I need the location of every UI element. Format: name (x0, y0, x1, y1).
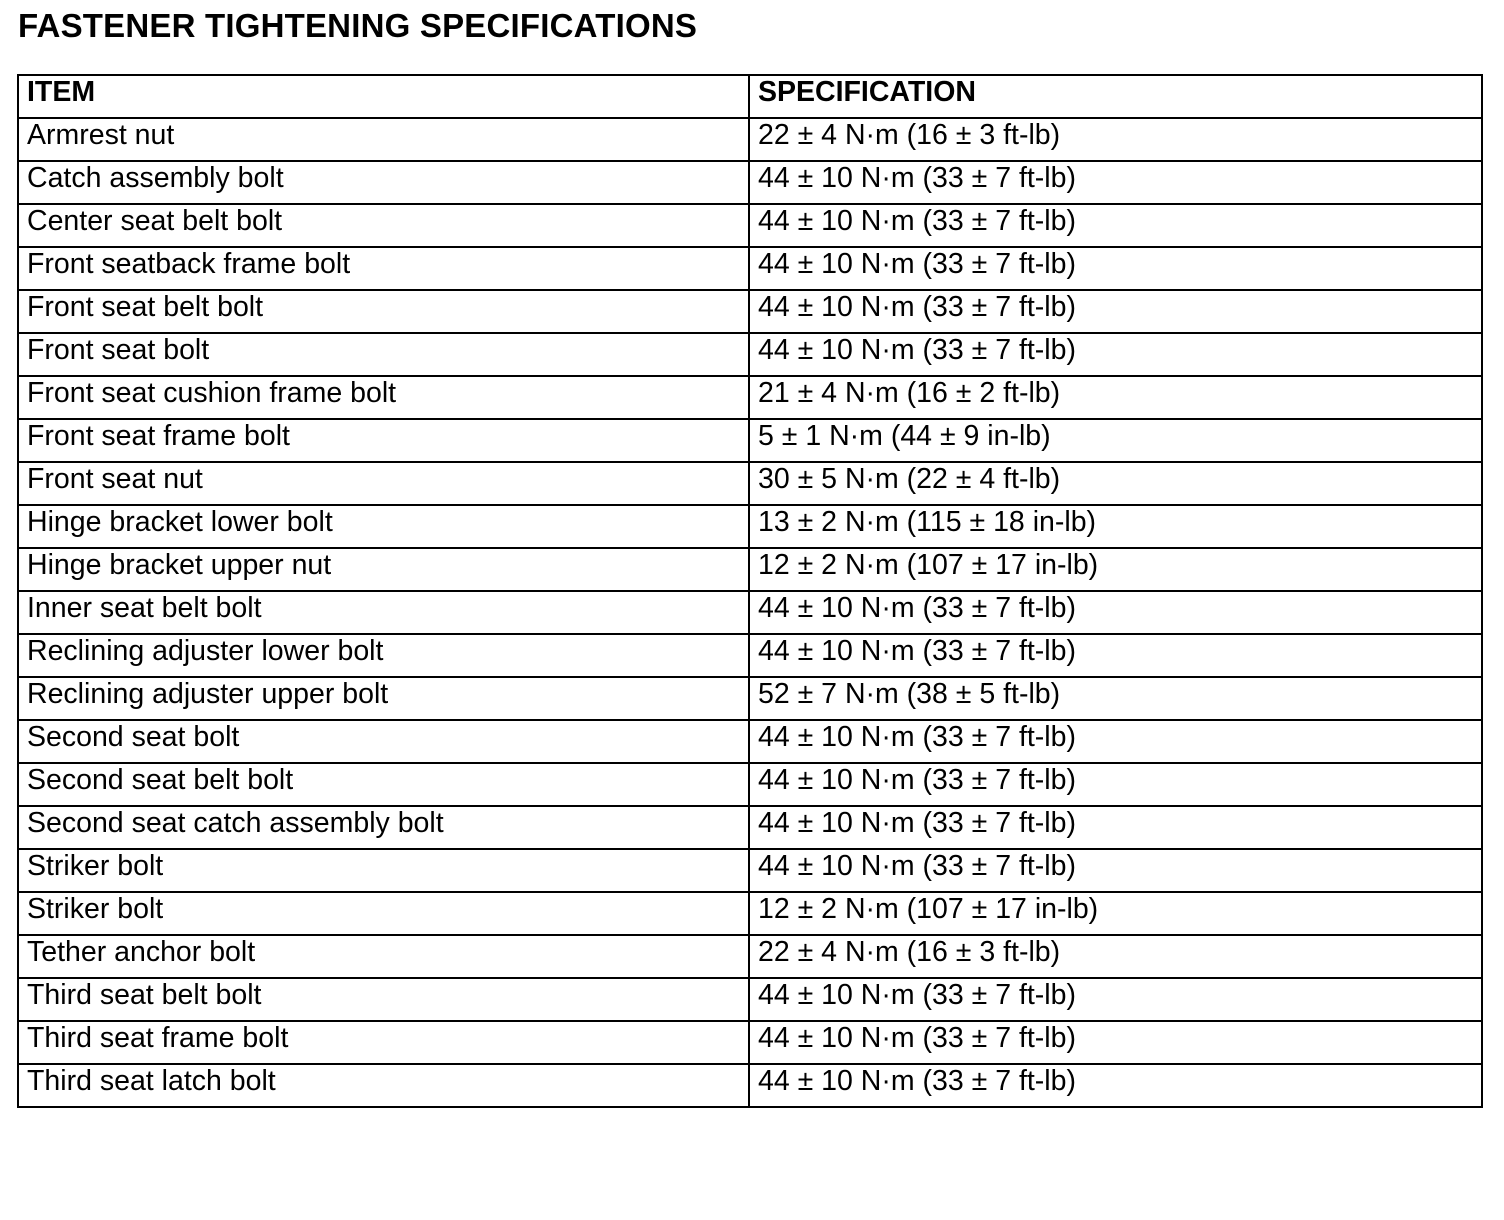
table-row (18, 247, 1482, 290)
table-row (18, 1021, 1482, 1064)
fastener-spec-table (17, 74, 1483, 1108)
item-cell: Second seat belt bolt (18, 763, 749, 806)
item-cell: Front seat frame bolt (18, 419, 749, 462)
table-row (18, 634, 1482, 677)
table-row (18, 462, 1482, 505)
table-row (18, 419, 1482, 462)
specification-cell: 22 ± 4 N·m (16 ± 3 ft-lb) (749, 935, 1482, 978)
table-row (18, 763, 1482, 806)
specification-cell: 44 ± 10 N·m (33 ± 7 ft-lb) (749, 290, 1482, 333)
item-cell: Hinge bracket lower bolt (18, 505, 749, 548)
table-row (18, 806, 1482, 849)
specification-cell: 44 ± 10 N·m (33 ± 7 ft-lb) (749, 849, 1482, 892)
specification-cell: 44 ± 10 N·m (33 ± 7 ft-lb) (749, 161, 1482, 204)
item-cell: Striker bolt (18, 849, 749, 892)
column-header-item: ITEM (18, 75, 749, 118)
specification-cell: 44 ± 10 N·m (33 ± 7 ft-lb) (749, 1064, 1482, 1107)
table-row (18, 376, 1482, 419)
specification-cell: 44 ± 10 N·m (33 ± 7 ft-lb) (749, 978, 1482, 1021)
specification-cell: 22 ± 4 N·m (16 ± 3 ft-lb) (749, 118, 1482, 161)
table-row (18, 892, 1482, 935)
specification-cell: 44 ± 10 N·m (33 ± 7 ft-lb) (749, 204, 1482, 247)
specification-cell: 44 ± 10 N·m (33 ± 7 ft-lb) (749, 763, 1482, 806)
table-row (18, 161, 1482, 204)
specification-cell: 52 ± 7 N·m (38 ± 5 ft-lb) (749, 677, 1482, 720)
table-row (18, 204, 1482, 247)
specification-cell: 44 ± 10 N·m (33 ± 7 ft-lb) (749, 247, 1482, 290)
table-row (18, 591, 1482, 634)
item-cell: Front seatback frame bolt (18, 247, 749, 290)
item-cell: Front seat belt bolt (18, 290, 749, 333)
item-cell: Center seat belt bolt (18, 204, 749, 247)
table-row (18, 1064, 1482, 1107)
item-cell: Hinge bracket upper nut (18, 548, 749, 591)
item-cell: Reclining adjuster upper bolt (18, 677, 749, 720)
specification-cell: 44 ± 10 N·m (33 ± 7 ft-lb) (749, 806, 1482, 849)
specification-cell: 44 ± 10 N·m (33 ± 7 ft-lb) (749, 591, 1482, 634)
specification-cell: 44 ± 10 N·m (33 ± 7 ft-lb) (749, 634, 1482, 677)
table-row (18, 333, 1482, 376)
item-cell: Armrest nut (18, 118, 749, 161)
item-cell: Inner seat belt bolt (18, 591, 749, 634)
table-row (18, 548, 1482, 591)
specification-cell: 12 ± 2 N·m (107 ± 17 in-lb) (749, 548, 1482, 591)
table-row (18, 720, 1482, 763)
table-row (18, 978, 1482, 1021)
table-row (18, 290, 1482, 333)
column-header-specification: SPECIFICATION (749, 75, 1482, 118)
item-cell: Front seat nut (18, 462, 749, 505)
specification-cell: 44 ± 10 N·m (33 ± 7 ft-lb) (749, 720, 1482, 763)
item-cell: Front seat cushion frame bolt (18, 376, 749, 419)
table-row (18, 505, 1482, 548)
specification-cell: 13 ± 2 N·m (115 ± 18 in-lb) (749, 505, 1482, 548)
specification-cell: 30 ± 5 N·m (22 ± 4 ft-lb) (749, 462, 1482, 505)
item-cell: Catch assembly bolt (18, 161, 749, 204)
item-cell: Third seat frame bolt (18, 1021, 749, 1064)
table-row (18, 677, 1482, 720)
specification-cell: 44 ± 10 N·m (33 ± 7 ft-lb) (749, 1021, 1482, 1064)
item-cell: Reclining adjuster lower bolt (18, 634, 749, 677)
specification-cell: 44 ± 10 N·m (33 ± 7 ft-lb) (749, 333, 1482, 376)
page-title: FASTENER TIGHTENING SPECIFICATIONS (18, 7, 698, 44)
table-row (18, 849, 1482, 892)
item-cell: Striker bolt (18, 892, 749, 935)
table-body (18, 118, 1482, 1107)
table-row (18, 118, 1482, 161)
specification-cell: 5 ± 1 N·m (44 ± 9 in-lb) (749, 419, 1482, 462)
table-header-row (18, 75, 1482, 118)
item-cell: Tether anchor bolt (18, 935, 749, 978)
item-cell: Front seat bolt (18, 333, 749, 376)
item-cell: Third seat latch bolt (18, 1064, 749, 1107)
item-cell: Third seat belt bolt (18, 978, 749, 1021)
item-cell: Second seat catch assembly bolt (18, 806, 749, 849)
item-cell: Second seat bolt (18, 720, 749, 763)
specification-cell: 21 ± 4 N·m (16 ± 2 ft-lb) (749, 376, 1482, 419)
specification-cell: 12 ± 2 N·m (107 ± 17 in-lb) (749, 892, 1482, 935)
table-row (18, 935, 1482, 978)
